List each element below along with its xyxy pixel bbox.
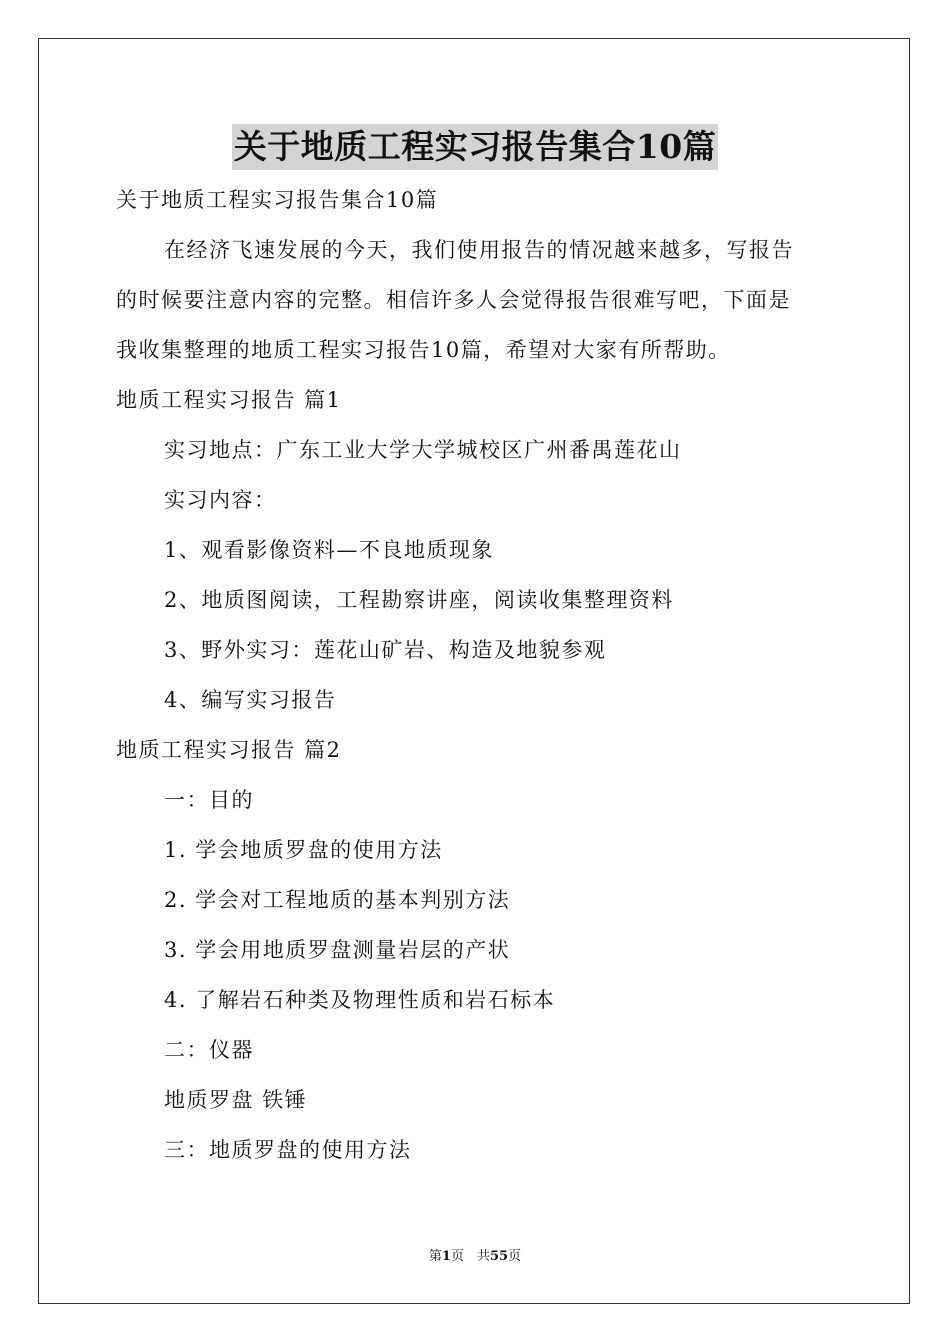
paragraph-line: 二：仪器 (164, 1038, 254, 1062)
paragraph-line: 地质罗盘 铁锤 (164, 1088, 308, 1112)
section-heading: 地质工程实习报告 篇2 (116, 738, 342, 762)
list-item: 3、野外实习：莲花山矿岩、构造及地貌参观 (164, 638, 607, 662)
list-item: 2. 学会对工程地质的基本判别方法 (164, 888, 511, 912)
paragraph-line: 实习内容： (164, 488, 277, 512)
page-footer (0, 1248, 950, 1266)
list-item: 3. 学会用地质罗盘测量岩层的产状 (164, 938, 511, 962)
paragraph-line: 我收集整理的地质工程实习报告10篇，希望对大家有所帮助。 (116, 338, 731, 362)
list-item: 1、观看影像资料—不良地质现象 (164, 538, 494, 562)
title-container (0, 124, 950, 170)
footer-mid: 页 共 (450, 1249, 490, 1264)
footer-suffix: 页 (508, 1249, 522, 1264)
document-title: 关于地质工程实习报告集合10篇 (232, 124, 718, 170)
list-item: 4、编写实习报告 (164, 688, 337, 712)
list-item: 1. 学会地质罗盘的使用方法 (164, 838, 443, 862)
page-border (38, 38, 910, 1304)
paragraph-line: 实习地点：广东工业大学大学城校区广州番禺莲花山 (164, 438, 682, 462)
paragraph-line: 在经济飞速发展的今天，我们使用报告的情况越来越多，写报告 (164, 238, 794, 262)
footer-prefix: 第 (428, 1249, 442, 1264)
paragraph-line: 三：地质罗盘的使用方法 (164, 1138, 412, 1162)
page-number-current: 1 (441, 1249, 451, 1264)
list-item: 2、地质图阅读，工程勘察讲座，阅读收集整理资料 (164, 588, 674, 612)
page-number-total: 55 (489, 1249, 509, 1264)
list-item: 4. 了解岩石种类及物理性质和岩石标本 (164, 988, 556, 1012)
subtitle-line: 关于地质工程实习报告集合10篇 (116, 188, 439, 212)
paragraph-line: 一：目的 (164, 788, 254, 812)
paragraph-line: 的时候要注意内容的完整。相信许多人会觉得报告很难写吧，下面是 (116, 288, 791, 312)
section-heading: 地质工程实习报告 篇1 (116, 388, 342, 412)
